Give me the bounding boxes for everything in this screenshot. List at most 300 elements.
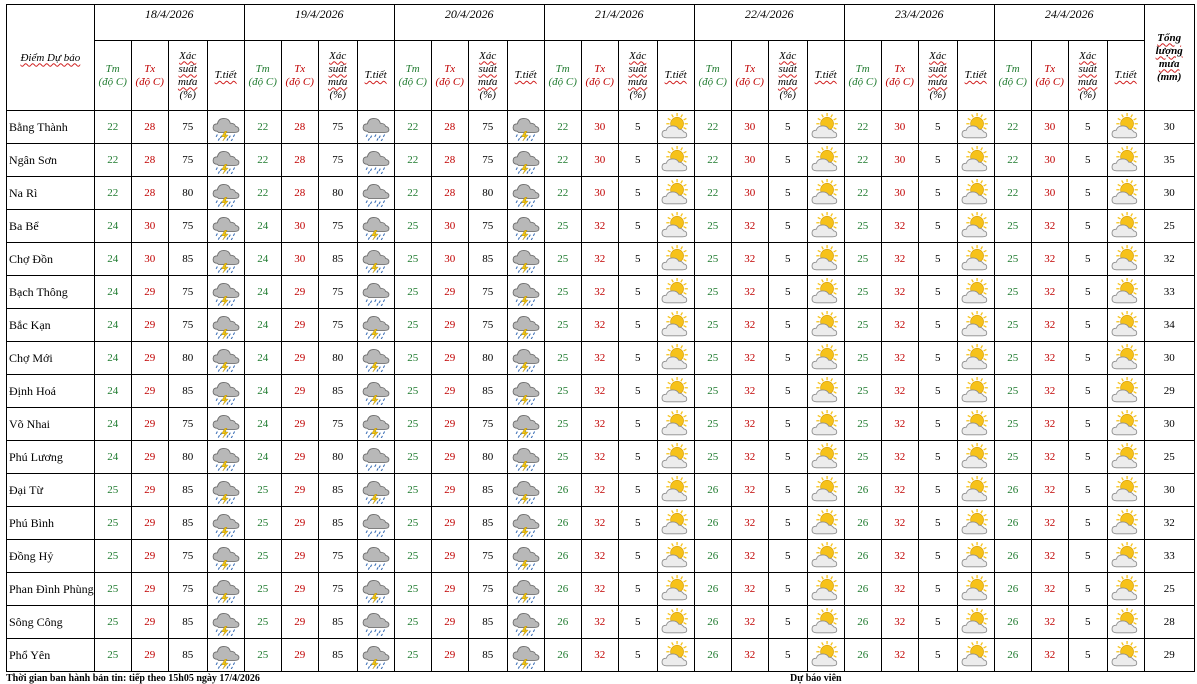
max-temp-cell: 32 (881, 375, 918, 408)
max-temp-cell: 32 (1031, 276, 1068, 309)
weather-cell (1107, 474, 1144, 507)
rain-probability-cell: 5 (618, 375, 657, 408)
weather-cell (657, 639, 694, 672)
weather-cell (657, 474, 694, 507)
forecast-row (7, 441, 1195, 474)
cloud-lightning-rain-icon (358, 641, 394, 669)
tm-header: Tm (độ C) (694, 41, 731, 111)
weather-cell (1107, 210, 1144, 243)
max-temp-cell: 30 (281, 243, 318, 276)
rain-probability-cell: 85 (468, 639, 507, 672)
tx-header: Tx (độ C) (581, 41, 618, 111)
max-temp-cell: 32 (581, 441, 618, 474)
sun-cloud-icon (658, 212, 694, 240)
weather-cell (207, 474, 244, 507)
rain-probability-cell: 5 (1068, 243, 1107, 276)
max-temp-cell: 32 (1031, 540, 1068, 573)
weather-cell (657, 210, 694, 243)
rain-probability-cell: 5 (768, 342, 807, 375)
header-dates-row (7, 5, 1195, 41)
cloud-lightning-rain-icon (508, 212, 544, 240)
cloud-lightning-rain-icon (208, 575, 244, 603)
cloud-lightning-rain-icon (208, 344, 244, 372)
cloud-lightning-rain-icon (358, 476, 394, 504)
rain-probability-cell: 5 (768, 639, 807, 672)
max-temp-cell: 32 (731, 210, 768, 243)
weather-cell (807, 243, 844, 276)
max-temp-cell: 29 (281, 441, 318, 474)
max-temp-cell: 32 (581, 276, 618, 309)
sun-cloud-icon (808, 641, 844, 669)
max-temp-cell: 29 (281, 408, 318, 441)
min-temp-cell: 22 (544, 177, 581, 210)
cloud-rain-icon (358, 509, 394, 537)
min-temp-cell: 25 (994, 276, 1031, 309)
rain-probability-cell: 85 (168, 606, 207, 639)
max-temp-cell: 32 (581, 408, 618, 441)
max-temp-cell: 29 (431, 540, 468, 573)
location-name: Phú Bình (7, 507, 95, 540)
max-temp-cell: 32 (1031, 210, 1068, 243)
total-rain-header-line: Tổng (1157, 31, 1182, 44)
max-temp-cell: 32 (1031, 309, 1068, 342)
header-sub-row (7, 41, 1195, 111)
forecast-row (7, 243, 1195, 276)
min-temp-cell: 25 (244, 639, 281, 672)
min-temp-cell: 25 (844, 243, 881, 276)
rain-probability-cell: 75 (318, 276, 357, 309)
rain-probability-cell: 5 (618, 474, 657, 507)
rain-probability-cell: 85 (168, 243, 207, 276)
sun-cloud-icon (958, 509, 994, 537)
max-temp-cell: 32 (881, 606, 918, 639)
sun-cloud-icon (658, 113, 694, 141)
max-temp-cell: 32 (1031, 408, 1068, 441)
cloud-lightning-rain-icon (508, 146, 544, 174)
date-header: 21/4/2026 (544, 5, 694, 41)
max-temp-cell: 32 (581, 639, 618, 672)
cloud-lightning-rain-icon (208, 377, 244, 405)
sun-cloud-icon (808, 575, 844, 603)
min-temp-cell: 25 (544, 375, 581, 408)
min-temp-cell: 25 (694, 210, 731, 243)
max-temp-cell: 29 (431, 441, 468, 474)
min-temp-cell: 22 (94, 111, 131, 144)
sun-cloud-icon (808, 542, 844, 570)
weather-cell (357, 375, 394, 408)
rain-probability-cell: 5 (1068, 639, 1107, 672)
min-temp-cell: 24 (244, 408, 281, 441)
rain-probability-cell: 75 (468, 111, 507, 144)
weather-cell (507, 540, 544, 573)
min-temp-cell: 26 (694, 573, 731, 606)
issue-time-note: Thời gian ban hành bản tin: tiếp theo 15h05 ngày 17/4/2026 (6, 673, 260, 684)
weather-cell (207, 144, 244, 177)
total-rain-header-line: (mm) (1156, 70, 1182, 83)
rain-probability-cell: 5 (618, 111, 657, 144)
total-rain-cell: 28 (1144, 606, 1194, 639)
min-temp-cell: 25 (994, 243, 1031, 276)
min-temp-cell: 24 (244, 243, 281, 276)
min-temp-cell: 25 (694, 276, 731, 309)
forecast-row (7, 573, 1195, 606)
weather-cell (957, 210, 994, 243)
max-temp-cell: 32 (731, 606, 768, 639)
weather-cell (807, 177, 844, 210)
weather-cell (657, 111, 694, 144)
rain-probability-cell: 75 (318, 144, 357, 177)
cloud-lightning-rain-icon (208, 608, 244, 636)
sun-cloud-icon (1108, 542, 1144, 570)
rain-probability-cell: 5 (1068, 474, 1107, 507)
min-temp-cell: 24 (94, 210, 131, 243)
weather-cell (957, 507, 994, 540)
rain-probability-cell: 85 (318, 606, 357, 639)
cloud-lightning-rain-icon (358, 377, 394, 405)
min-temp-cell: 25 (844, 375, 881, 408)
sun-cloud-icon (808, 146, 844, 174)
forecast-row (7, 111, 1195, 144)
min-temp-cell: 25 (544, 210, 581, 243)
rain-probability-cell: 5 (768, 507, 807, 540)
weather-cell (1107, 441, 1144, 474)
max-temp-cell: 32 (881, 441, 918, 474)
cloud-rain-icon (358, 608, 394, 636)
min-temp-cell: 26 (694, 474, 731, 507)
min-temp-cell: 25 (394, 639, 431, 672)
max-temp-cell: 32 (1031, 474, 1068, 507)
max-temp-cell: 30 (131, 210, 168, 243)
min-temp-cell: 24 (94, 276, 131, 309)
total-rain-cell: 32 (1144, 507, 1194, 540)
rain-probability-cell: 5 (1068, 309, 1107, 342)
weather-cell (807, 606, 844, 639)
total-rain-cell: 30 (1144, 408, 1194, 441)
max-temp-cell: 32 (581, 375, 618, 408)
cloud-lightning-rain-icon (208, 542, 244, 570)
forecast-row (7, 408, 1195, 441)
rain-probability-cell: 5 (618, 210, 657, 243)
max-temp-cell: 32 (731, 639, 768, 672)
cloud-lightning-rain-icon (508, 344, 544, 372)
location-name: Đại Từ (7, 474, 95, 507)
weather-cell (207, 210, 244, 243)
sun-cloud-icon (658, 476, 694, 504)
max-temp-cell: 32 (731, 474, 768, 507)
min-temp-cell: 24 (244, 375, 281, 408)
sun-cloud-icon (958, 278, 994, 306)
min-temp-cell: 26 (694, 540, 731, 573)
tm-header: Tm (độ C) (94, 41, 131, 111)
sun-cloud-icon (1108, 377, 1144, 405)
total-rain-cell: 33 (1144, 540, 1194, 573)
max-temp-cell: 30 (731, 144, 768, 177)
sun-cloud-icon (1108, 575, 1144, 603)
rain-probability-cell: 75 (318, 210, 357, 243)
rain-probability-cell: 5 (768, 441, 807, 474)
rain-probability-cell: 85 (468, 507, 507, 540)
cloud-lightning-rain-icon (508, 311, 544, 339)
sun-cloud-icon (1108, 443, 1144, 471)
min-temp-cell: 26 (844, 474, 881, 507)
cloud-lightning-rain-icon (358, 311, 394, 339)
weather-cell (957, 144, 994, 177)
cloud-lightning-rain-icon (358, 410, 394, 438)
max-temp-cell: 32 (731, 408, 768, 441)
rain-probability-cell: 75 (318, 540, 357, 573)
min-temp-cell: 25 (694, 309, 731, 342)
rain-probability-cell: 5 (768, 408, 807, 441)
rain-probability-cell: 5 (768, 276, 807, 309)
total-rain-cell: 25 (1144, 210, 1194, 243)
max-temp-cell: 29 (131, 474, 168, 507)
max-temp-cell: 28 (131, 144, 168, 177)
weather-cell (1107, 243, 1144, 276)
rain-probability-cell: 5 (918, 408, 957, 441)
max-temp-cell: 32 (731, 243, 768, 276)
max-temp-cell: 32 (581, 309, 618, 342)
weather-cell (507, 276, 544, 309)
max-temp-cell: 32 (881, 540, 918, 573)
max-temp-cell: 29 (281, 507, 318, 540)
weather-cell (357, 606, 394, 639)
max-temp-cell: 28 (131, 111, 168, 144)
cloud-lightning-rain-icon (508, 410, 544, 438)
min-temp-cell: 25 (394, 342, 431, 375)
min-temp-cell: 25 (844, 408, 881, 441)
rain-probability-cell: 5 (1068, 441, 1107, 474)
max-temp-cell: 29 (281, 639, 318, 672)
min-temp-cell: 22 (994, 177, 1031, 210)
sun-cloud-icon (1108, 344, 1144, 372)
max-temp-cell: 29 (281, 540, 318, 573)
location-name: Bạch Thông (7, 276, 95, 309)
weather-cell (507, 243, 544, 276)
rain-probability-cell: 80 (468, 177, 507, 210)
sun-cloud-icon (658, 443, 694, 471)
forecast-row (7, 639, 1195, 672)
min-temp-cell: 22 (844, 144, 881, 177)
location-name: Ngân Sơn (7, 144, 95, 177)
weather-cell (357, 441, 394, 474)
min-temp-cell: 25 (94, 639, 131, 672)
rain-probability-cell: 5 (1068, 276, 1107, 309)
sun-cloud-icon (958, 245, 994, 273)
rain-probability-cell: 85 (468, 606, 507, 639)
rain-probability-cell: 75 (468, 210, 507, 243)
max-temp-cell: 28 (281, 177, 318, 210)
rain-probability-cell: 5 (1068, 606, 1107, 639)
rain-probability-cell: 85 (168, 507, 207, 540)
min-temp-cell: 25 (694, 441, 731, 474)
rain-probability-cell: 85 (168, 474, 207, 507)
forecaster-label: Dự báo viên (790, 673, 842, 684)
location-name: Võ Nhai (7, 408, 95, 441)
rain-probability-cell: 80 (168, 342, 207, 375)
rain-probability-cell: 5 (918, 177, 957, 210)
weather-cell (357, 408, 394, 441)
weather-cell (807, 342, 844, 375)
max-temp-cell: 29 (131, 639, 168, 672)
sun-cloud-icon (1108, 608, 1144, 636)
min-temp-cell: 24 (244, 342, 281, 375)
weather-cell (807, 573, 844, 606)
weather-cell (807, 210, 844, 243)
weather-cell (957, 375, 994, 408)
total-rain-cell: 32 (1144, 243, 1194, 276)
rain-probability-cell: 5 (1068, 408, 1107, 441)
weather-cell (357, 540, 394, 573)
min-temp-cell: 26 (544, 474, 581, 507)
weather-cell (657, 342, 694, 375)
max-temp-cell: 30 (581, 144, 618, 177)
cloud-lightning-rain-icon (358, 344, 394, 372)
min-temp-cell: 25 (394, 243, 431, 276)
rain-probability-cell: 5 (918, 111, 957, 144)
min-temp-cell: 25 (244, 606, 281, 639)
max-temp-cell: 29 (431, 408, 468, 441)
rain-probability-cell: 5 (918, 507, 957, 540)
weather-cell (1107, 177, 1144, 210)
min-temp-cell: 25 (394, 474, 431, 507)
max-temp-cell: 29 (431, 507, 468, 540)
max-temp-cell: 29 (131, 309, 168, 342)
max-temp-cell: 30 (731, 111, 768, 144)
total-rain-cell: 30 (1144, 342, 1194, 375)
rain-probability-cell: 5 (918, 243, 957, 276)
weather-cell (957, 111, 994, 144)
forecast-row (7, 309, 1195, 342)
max-temp-cell: 30 (431, 243, 468, 276)
max-temp-cell: 32 (1031, 606, 1068, 639)
min-temp-cell: 25 (244, 573, 281, 606)
weather-cell (1107, 606, 1144, 639)
rain-probability-cell: 80 (168, 177, 207, 210)
weather-header: T.tiết (207, 41, 244, 111)
tm-header: Tm (độ C) (244, 41, 281, 111)
location-name: Na Rì (7, 177, 95, 210)
max-temp-cell: 29 (431, 474, 468, 507)
rain-probability-cell: 5 (918, 375, 957, 408)
rain-probability-cell: 85 (318, 639, 357, 672)
min-temp-cell: 22 (244, 177, 281, 210)
weather-cell (357, 309, 394, 342)
weather-cell (1107, 507, 1144, 540)
sun-cloud-icon (808, 113, 844, 141)
max-temp-cell: 32 (581, 210, 618, 243)
rain-probability-cell: 75 (468, 144, 507, 177)
min-temp-cell: 25 (244, 474, 281, 507)
total-rain-cell: 29 (1144, 375, 1194, 408)
tm-header: Tm (độ C) (844, 41, 881, 111)
total-rain-cell: 30 (1144, 111, 1194, 144)
min-temp-cell: 25 (94, 474, 131, 507)
max-temp-cell: 32 (731, 507, 768, 540)
max-temp-cell: 29 (281, 375, 318, 408)
cloud-lightning-rain-icon (508, 509, 544, 537)
weather-cell (957, 441, 994, 474)
weather-cell (957, 342, 994, 375)
min-temp-cell: 25 (394, 276, 431, 309)
weather-cell (507, 309, 544, 342)
location-name: Phú Lương (7, 441, 95, 474)
sun-cloud-icon (658, 278, 694, 306)
min-temp-cell: 26 (544, 639, 581, 672)
rain-probability-header: Xác suất mưa (%) (768, 41, 807, 111)
weather-cell (357, 210, 394, 243)
max-temp-cell: 29 (281, 276, 318, 309)
min-temp-cell: 25 (94, 507, 131, 540)
weather-cell (507, 375, 544, 408)
max-temp-cell: 28 (431, 111, 468, 144)
max-temp-cell: 29 (131, 573, 168, 606)
max-temp-cell: 32 (731, 441, 768, 474)
weather-cell (807, 144, 844, 177)
weather-cell (507, 111, 544, 144)
tx-header: Tx (độ C) (1031, 41, 1068, 111)
max-temp-cell: 28 (431, 144, 468, 177)
total-rain-cell: 25 (1144, 573, 1194, 606)
weather-cell (207, 408, 244, 441)
forecast-row (7, 144, 1195, 177)
rain-probability-cell: 75 (318, 573, 357, 606)
max-temp-cell: 29 (281, 573, 318, 606)
min-temp-cell: 22 (544, 111, 581, 144)
date-header: 20/4/2026 (394, 5, 544, 41)
rain-probability-cell: 80 (318, 342, 357, 375)
weather-cell (207, 573, 244, 606)
min-temp-cell: 25 (994, 210, 1031, 243)
max-temp-cell: 32 (1031, 507, 1068, 540)
rain-probability-cell: 85 (168, 375, 207, 408)
rain-probability-cell: 5 (768, 177, 807, 210)
min-temp-cell: 26 (844, 573, 881, 606)
cloud-lightning-rain-icon (208, 443, 244, 471)
rain-probability-cell: 5 (618, 606, 657, 639)
sun-cloud-icon (958, 476, 994, 504)
max-temp-cell: 32 (881, 342, 918, 375)
total-rain-cell: 29 (1144, 639, 1194, 672)
min-temp-cell: 22 (394, 177, 431, 210)
rain-probability-cell: 5 (768, 210, 807, 243)
rain-probability-cell: 75 (468, 309, 507, 342)
max-temp-cell: 32 (881, 573, 918, 606)
weather-cell (207, 441, 244, 474)
min-temp-cell: 25 (394, 606, 431, 639)
max-temp-cell: 28 (281, 144, 318, 177)
rain-probability-cell: 5 (1068, 342, 1107, 375)
weather-cell (207, 309, 244, 342)
total-rain-cell: 35 (1144, 144, 1194, 177)
min-temp-cell: 22 (994, 144, 1031, 177)
weather-cell (1107, 573, 1144, 606)
rain-probability-cell: 5 (918, 639, 957, 672)
max-temp-cell: 32 (731, 540, 768, 573)
weather-cell (657, 441, 694, 474)
rain-probability-cell: 5 (1068, 507, 1107, 540)
tm-header: Tm (độ C) (544, 41, 581, 111)
rain-probability-cell: 75 (468, 573, 507, 606)
max-temp-cell: 30 (1031, 111, 1068, 144)
weather-cell (507, 474, 544, 507)
weather-cell (357, 243, 394, 276)
tm-header: Tm (độ C) (994, 41, 1031, 111)
sun-cloud-icon (1108, 146, 1144, 174)
weather-cell (1107, 276, 1144, 309)
rain-probability-cell: 75 (318, 408, 357, 441)
min-temp-cell: 24 (94, 441, 131, 474)
weather-cell (1107, 111, 1144, 144)
